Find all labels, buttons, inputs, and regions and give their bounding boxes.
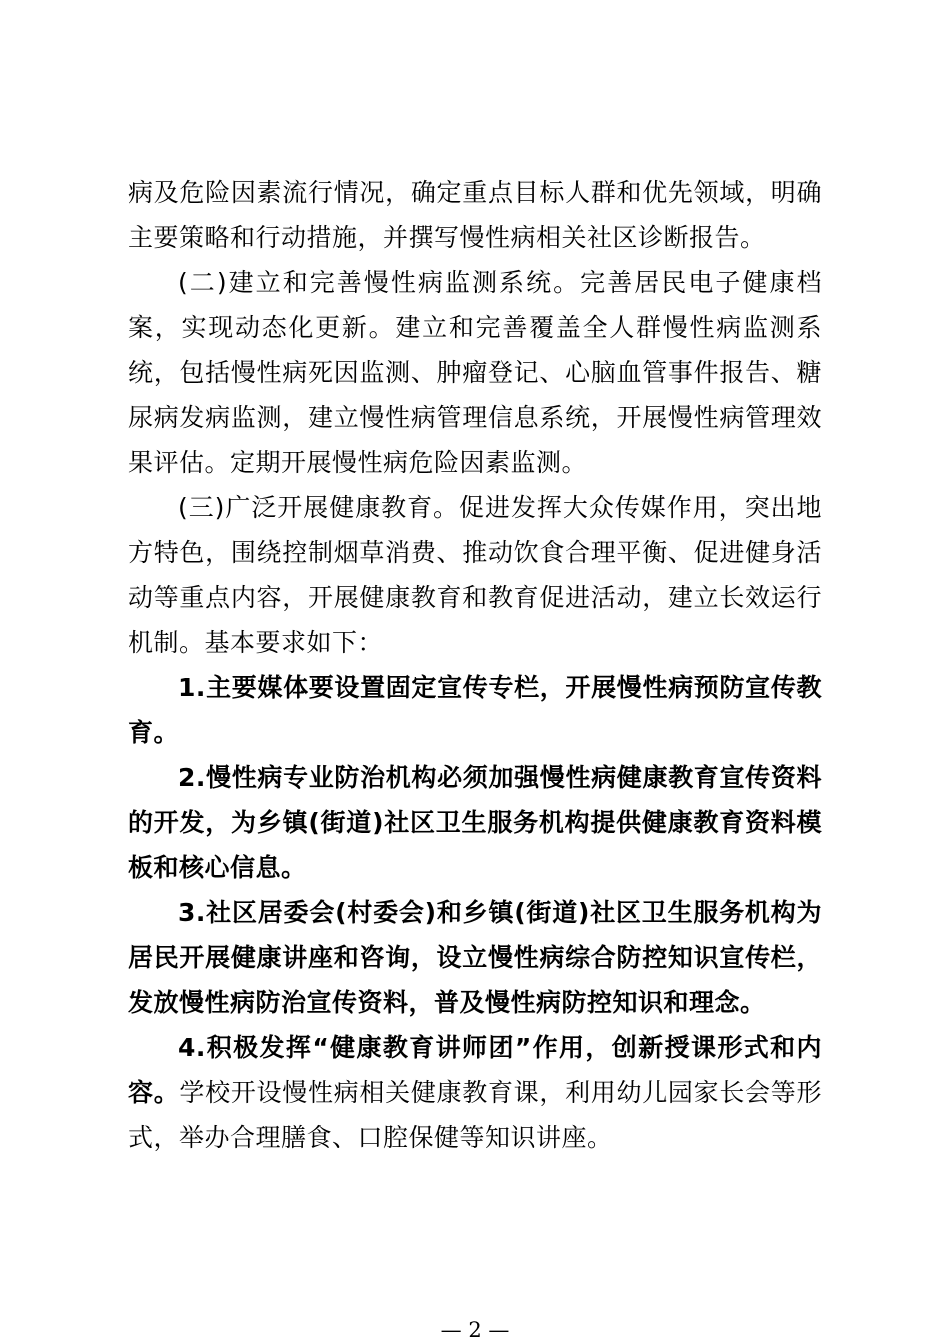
paragraph-section-2: (二)建立和完善慢性病监测系统。完善居民电子健康档案，实现动态化更新。建立和完善覆盖全人群慢性病监测系统，包括慢性病死因监测、肿瘤登记、心脑血管事件报告、糖尿病发病监测，建立慢性病管理信息系统，开展慢性病管理效果评估。定期开展慢性病危险因素监测。 bbox=[128, 268, 822, 477]
paragraph-item-2: 2.慢性病专业防治机构必须加强慢性病健康教育宣传资料的开发，为乡镇(街道)社区卫生服务机构提供健康教育资料模板和核心信息。 bbox=[128, 763, 822, 882]
page-number: — 2 — bbox=[440, 1318, 510, 1342]
document-body bbox=[128, 170, 822, 1160]
paragraph-item-1: 1.主要媒体要设置固定宣传专栏，开展慢性病预防宣传教育。 bbox=[128, 673, 822, 747]
paragraph-section-3: (三)广泛开展健康教育。促进发挥大众传媒作用，突出地方特色，围绕控制烟草消费、推动饮食合理平衡、促进健身活动等重点内容，开展健康教育和教育促进活动，建立长效运行机制。基本要求如下： bbox=[128, 493, 822, 657]
paragraph-continuation: 病及危险因素流行情况，确定重点目标人群和优先领域，明确主要策略和行动措施，并撰写慢性病相关社区诊断报告。 bbox=[128, 178, 822, 252]
paragraph-item-3: 3.社区居委会(村委会)和乡镇(街道)社区卫生服务机构为居民开展健康讲座和咨询，设立慢性病综合防控知识宣传栏，发放慢性病防治宣传资料，普及慢性病防控知识和理念。 bbox=[128, 898, 822, 1017]
paragraph-item-4 bbox=[128, 1025, 822, 1160]
paragraph-item-4-lead: 4.积极发挥“健康教育讲师团”作用，创新授课形式和内容。 bbox=[128, 1033, 822, 1107]
paragraph-item-4-rest: 学校开设慢性病相关健康教育课，利用幼儿园家长会等形式，举办合理膳食、口腔保健等知识讲座。 bbox=[128, 1078, 822, 1152]
